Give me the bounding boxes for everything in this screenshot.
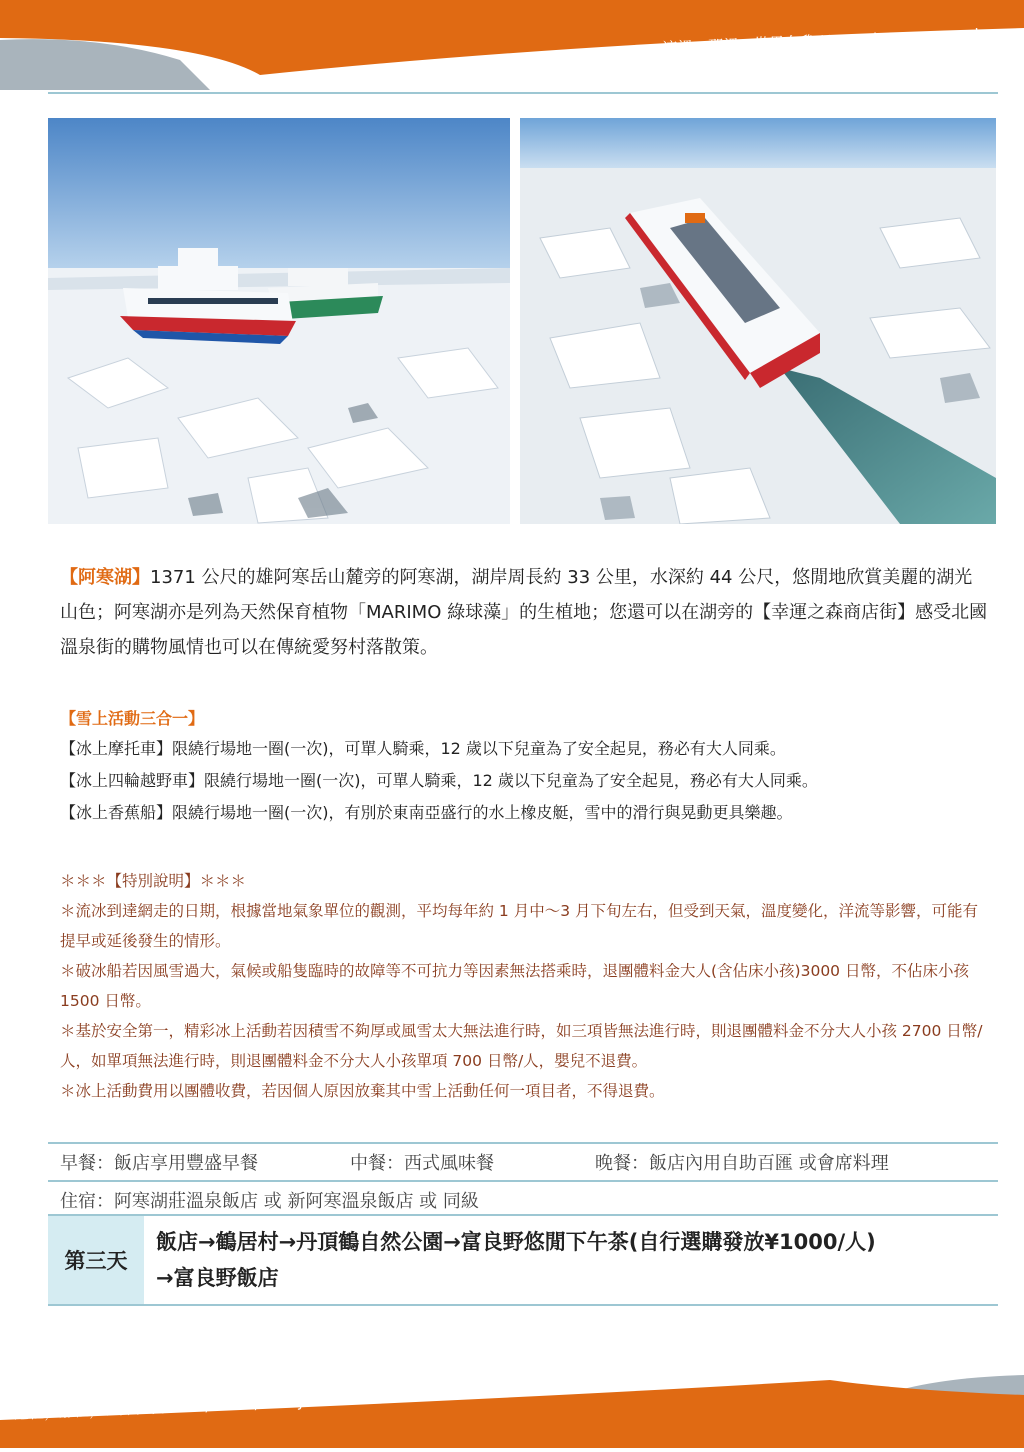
day-route-line-2: →富良野飯店 bbox=[156, 1266, 279, 1290]
meal-lunch: 中餐：西式風味餐 bbox=[350, 1153, 494, 1174]
intro-body: 1371 公尺的雄阿寒岳山麓旁的阿寒湖，湖岸周長約 33 公里，水深約 44 公尺，悠閒地欣賞美麗的湖光山色；阿寒湖亦是列為天然保育植物「MARIMO 綠球藻」的生植地；您還可以在湖旁的【幸運之森商店街】感受北國溫泉街的購物風情也可以在傳統愛努村落散策。 bbox=[60, 567, 988, 658]
note-item: ＊流冰到達網走的日期，根據當地氣象單位的觀測，平均每年約 1 月中～3 月下旬左右，但受到天氣，溫度變化，洋流等影響，可能有提早或延後發生的情形。 bbox=[60, 902, 979, 950]
note-item: ＊破冰船若因風雪過大，氣候或船隻臨時的故障等不可抗力等因素無法搭乘時，退團體料金大人(含佔床小孩)3000 日幣，不佔床小孩 1500 日幣。 bbox=[60, 962, 969, 1010]
day-route-line-1: 飯店→鶴居村→丹頂鶴自然公園→富良野悠閒下午茶(自行選購發放¥1000/人) bbox=[156, 1230, 876, 1254]
lodging-row bbox=[48, 1180, 998, 1218]
intro-title: 【阿寒湖】 bbox=[60, 567, 150, 588]
day-route bbox=[144, 1216, 998, 1304]
header-slogan: 這裡，那裡，世界在我 Here, there, everywhere bbox=[662, 24, 1011, 58]
activity-item-snowmobile: 【冰上摩托車】限繞行場地一圈(一次)，可單人騎乘，12 歲以下兒童為了安全起見，務必有大人同乘。 bbox=[60, 739, 786, 758]
day-label: 第三天 bbox=[48, 1216, 144, 1304]
activities-title: 【雪上活動三合一】 bbox=[60, 709, 205, 728]
footer-slogan: 這裡，那裡，世界在我 Here, there, everywhere bbox=[13, 1390, 352, 1423]
day-three-row bbox=[48, 1214, 998, 1306]
intro-paragraph bbox=[60, 560, 990, 665]
photo-icebreaker-ships bbox=[48, 118, 510, 524]
note-item: ＊基於安全第一，精彩冰上活動若因積雪不夠厚或風雪太大無法進行時，如三項皆無法進行時，則退團體料金不分大人小孩 2700 日幣/人，如單項無法進行時，則退團體料金不分大人小孩單項 700 日幣/人，嬰兒不退費。 bbox=[60, 1022, 983, 1070]
lodging-text: 住宿：阿寒湖莊溫泉飯店 或 新阿寒溫泉飯店 或 同級 bbox=[60, 1191, 479, 1212]
activity-item-banana-boat: 【冰上香蕉船】限繞行場地一圈(一次)，有別於東南亞盛行的水上橡皮艇，雪中的滑行與晃動更具樂趣。 bbox=[60, 803, 793, 822]
header-divider bbox=[48, 92, 998, 94]
meal-table bbox=[48, 1142, 998, 1218]
meal-breakfast: 早餐：飯店享用豐盛早餐 bbox=[60, 1153, 258, 1174]
note-item: ＊冰上活動費用以團體收費，若因個人原因放棄其中雪上活動任何一項目者，不得退費。 bbox=[60, 1082, 665, 1100]
activity-item-atv: 【冰上四輪越野車】限繞行場地一圈(一次)，可單人騎乘，12 歲以下兒童為了安全起見，務必有大人同乘。 bbox=[60, 771, 818, 790]
meal-row bbox=[48, 1142, 998, 1180]
special-notes bbox=[60, 866, 990, 1106]
notes-title: ＊＊＊【特別說明】＊＊＊ bbox=[60, 872, 247, 890]
photo-aerial-icebreaker bbox=[520, 118, 996, 524]
meal-dinner: 晚餐：飯店內用自助百匯 或會席料理 bbox=[595, 1153, 889, 1174]
